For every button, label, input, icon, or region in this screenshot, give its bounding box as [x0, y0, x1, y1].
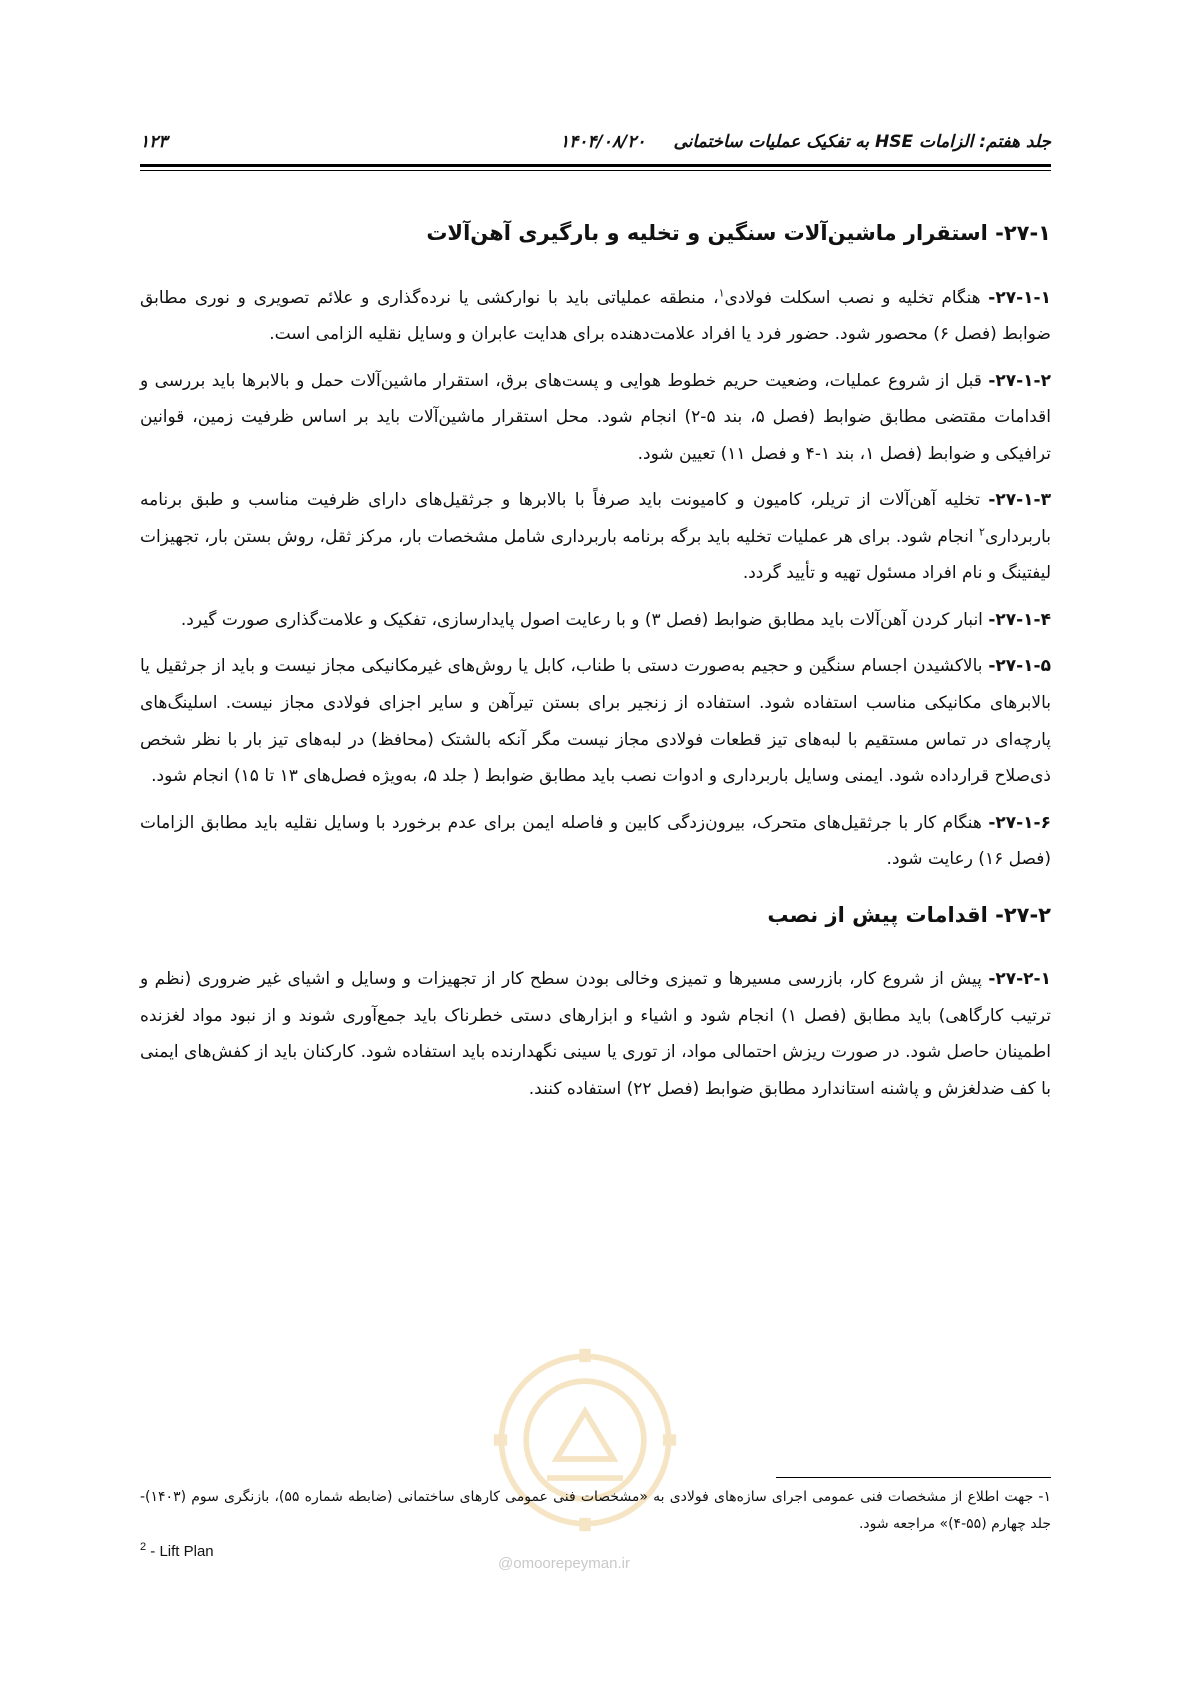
- paragraph-27-1-4: [140, 602, 1051, 639]
- paragraph-27-1-1: [140, 280, 1051, 353]
- clause-number: ۲۷-۱-۵-: [988, 656, 1051, 677]
- footnote-divider: [776, 1477, 1051, 1478]
- clause-text: تخلیه آهن‌آلات از تریلر، کامیون و کامیونت باید صرفاً با بالابرها و جرثقیل‌های دارای ظرفیت مناسب و طبق برنامه باربرداری: [140, 490, 1051, 547]
- footnote-2: [140, 1541, 214, 1560]
- main-content: [140, 200, 1051, 1117]
- clause-text: هنگام کار با جرثقیل‌های متحرک، بیرون‌زدگی کابین و فاصله ایمن برای عدم برخورد با وسایل نقلیه باید مطابق الزامات (فصل ۱۶) رعایت شود.: [140, 812, 1051, 870]
- paragraph-27-1-2: [140, 363, 1051, 473]
- header-rule-thin: [140, 170, 1051, 171]
- clause-text: قبل از شروع عملیات، وضعیت حریم خطوط هوایی و پست‌های برق، استقرار ماشین‌آلات حمل و بالابرها باید بررسی و اقدامات مقتضی مطابق ضوابط (فصل ۵، بند ۵-۲) انجام شود. محل استقرار ماشین‌آلات باید بر اساس ظرفیت زمین، قوانین ترافیکی و ضوابط (فصل ۱، بند ۱-۴ و فصل ۱۱) تعیین شود.: [140, 370, 1051, 464]
- paragraph-27-2-1: [140, 961, 1051, 1107]
- footnote-2-mark: 2: [140, 1541, 147, 1553]
- footnote-ref-1[interactable]: ۱: [718, 285, 725, 299]
- clause-number: ۲۷-۲-۱-: [988, 969, 1051, 990]
- footnote-1: ۱- جهت اطلاع از مشخصات فنی عمومی اجرای سازه‌های فولادی به «مشخصات فنی عمومی کارهای ساختمانی (ضابطه شماره ۵۵)، بازنگری سوم (۱۴۰۳)- جلد چهارم (۵۵-۴)» مراجعه شود.: [140, 1489, 1051, 1532]
- clause-number: ۲۷-۱-۱-: [988, 287, 1051, 308]
- paragraph-27-1-5: [140, 648, 1051, 794]
- page-header: [140, 128, 1051, 160]
- section-heading-2: ۲۷-۲- اقدامات پیش از نصب: [767, 902, 1051, 927]
- section-heading-1: ۲۷-۱- استقرار ماشین‌آلات سنگین و تخلیه و بارگیری آهن‌آلات: [426, 221, 1051, 245]
- clause-number: ۲۷-۱-۶-: [988, 812, 1051, 833]
- clause-text: انبار کردن آهن‌آلات باید مطابق ضوابط (فصل ۳) و با رعایت اصول پایدارسازی، تفکیک و علامت‌گذاری صورت گیرد.: [180, 609, 989, 630]
- page-number: ۱۲۳: [140, 132, 168, 152]
- clause-number: ۲۷-۱-۲-: [988, 370, 1051, 391]
- clause-text: هنگام تخلیه و نصب اسکلت فولادی: [724, 287, 989, 308]
- header-date: ۱۴۰۴/۰۸/۲۰: [560, 132, 646, 152]
- watermark-url: @omoorepeyman.ir: [498, 1555, 630, 1572]
- clause-text: ، منطقه عملیاتی باید با نوارکشی یا نرده‌گذاری و علائم تصویری و نوری مطابق ضوابط (فصل ۶) محصور شود. حضور فرد یا افراد علامت‌دهنده برای هدایت عابران و وسایل نقلیه الزامی است.: [140, 287, 1051, 345]
- footnote-ref-2[interactable]: ۲: [979, 525, 985, 539]
- clause-text: انجام شود. برای هر عملیات تخلیه باید برگه برنامه باربرداری شامل مشخصات بار، مرکز ثقل، روش بستن بار، تجهیزات لیفتینگ و نام افراد مسئول تهیه و تأیید گردد.: [140, 526, 1051, 584]
- header-rule-thick: [140, 164, 1051, 167]
- clause-text: بالاکشیدن اجسام سنگین و حجیم به‌صورت دستی با طناب، کابل یا روش‌های غیرمکانیکی مجاز نیست و باید از جرثقیل یا بالابرهای مکانیکی مناسب استفاده شود. استفاده از زنجیر برای بستن تیرآهن و سایر اجزای فولادی مجاز نیست. اسلینگ‌های پارچه‌ای در تماس مستقیم با لبه‌های تیز قطعات فولادی مجاز نیست مگر آنکه بالشتک (محافظ) در لبه‌های تیز بار با نظر شخص ذی‌صلاح قرارداده شود. ایمنی وسایل باربرداری و ادوات نصب باید مطابق ضوابط ( جلد ۵، به‌ویژه فصل‌های ۱۳ تا ۱۵) انجام شود.: [140, 656, 1051, 787]
- clause-number: ۲۷-۱-۴-: [988, 609, 1051, 630]
- paragraph-27-1-3: [140, 482, 1051, 592]
- clause-number: ۲۷-۱-۳-: [988, 490, 1051, 511]
- book-title: جلد هفتم: الزامات HSE به تفکیک عملیات ساختمانی: [673, 132, 1051, 152]
- paragraph-27-1-6: [140, 805, 1051, 878]
- clause-text: پیش از شروع کار، بازرسی مسیرها و تمیزی وخالی بودن سطح کار از تجهیزات و وسایل و اشیای غیر ضروری (نظم و ترتیب کارگاهی) باید مطابق (فصل ۱) انجام شود و اشیاء و ابزارهای دستی خطرناک باید جمع‌آوری شوند و از نبود مواد لغزنده اطمینان حاصل شود. در صورت ریزش احتمالی مواد، از توری یا سینی نگهدارنده باید استفاده شود. کارکنان باید از کفش‌های ایمنی با کف ضدلغزش و پاشنه استاندارد مطابق ضوابط (فصل ۲۲) استفاده کنند.: [140, 969, 1051, 1099]
- footnote-2-text: - Lift Plan: [146, 1543, 214, 1560]
